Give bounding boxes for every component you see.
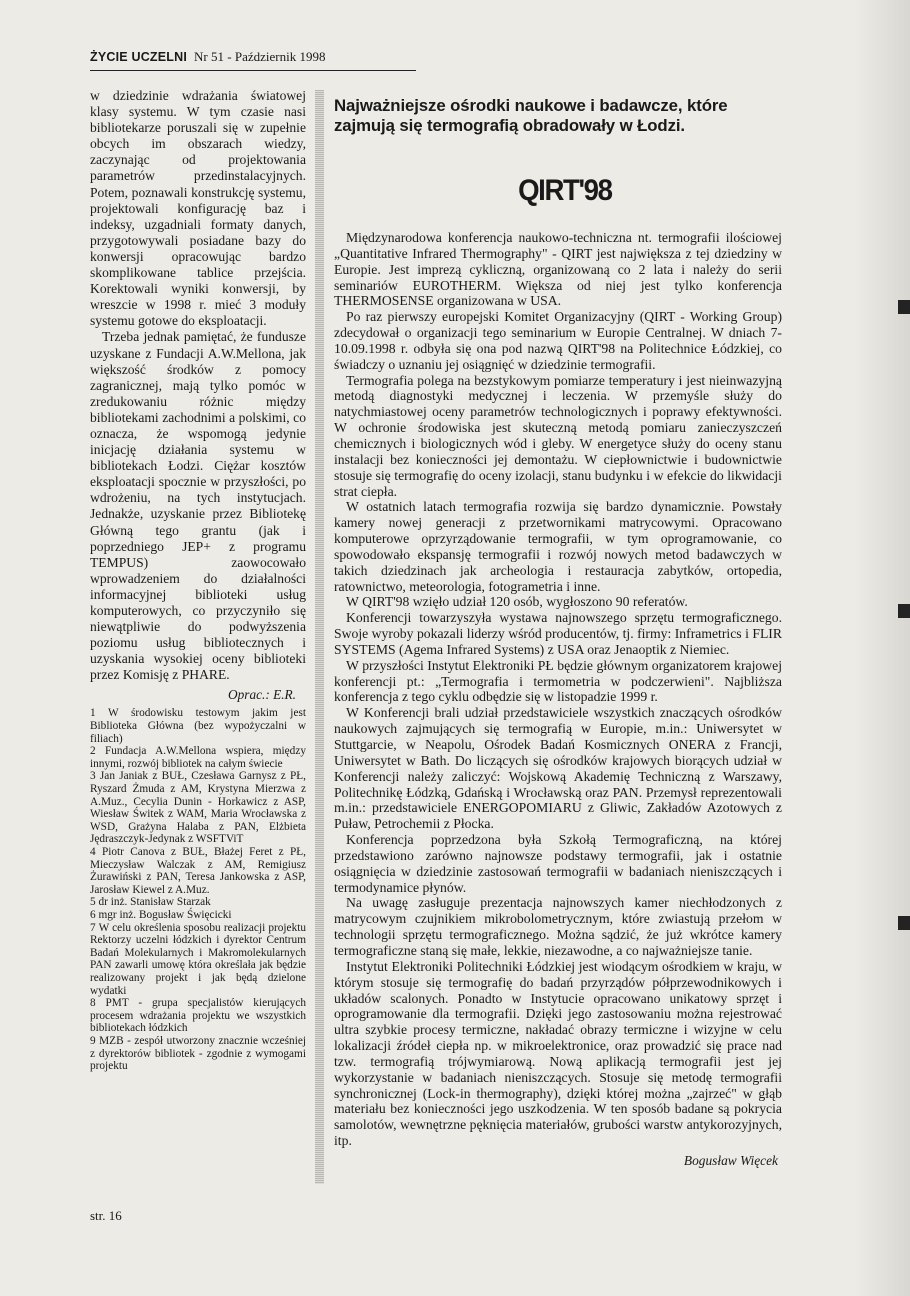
article-paragraph-6: Konferencji towarzyszyła wystawa najnowszego sprzętu termograficznego. Swoje wyroby pokazali liderzy wśród producentów, tj. firmy: Inframetrics i FLIR SYSTEMS (Agema Infrared Systems) z USA oraz Jenaoptik z Niemiec. <box>334 610 782 657</box>
left-paragraph-2: Trzeba jednak pamiętać, że fundusze uzyskane z Fundacji A.W.Mellona, jak większość środków z pomocy zagranicznej, mają tylko pomóc w zredukowaniu różnic między bibliotekami zachodnimi a polskimi, co oznacza, że wspomogą jedynie inicjację działania systemu w bibliotekach Łodzi. Ciężar kosztów eksploatacji spocznie w przyszłości, po wdrożeniu, na tych instytucjach. Jednakże, uzyskanie przez Bibliotekę Główną tego grantu (jak i poprzedniego JEP+ z programu TEMPUS) zaowocowało wprowadzeniem do działalności informacyjnej biblioteki usług komputerowych, co przyczyniło się niewątpliwie do podwyższenia poziomu usług bibliotecznych i uzyskania wysokiej oceny biblioteki przez Komisję z PHARE. <box>90 329 306 683</box>
column-divider <box>315 90 324 1184</box>
article-paragraph-5: W QIRT'98 wzięło udział 120 osób, wygłoszono 90 referatów. <box>346 594 688 610</box>
footnote-4: 4 Piotr Canova z BUŁ, Błażej Feret z PŁ, Mieczysław Walczak z AM, Remigiusz Żurawiński z PAN, Teresa Jankowska z ASP, Jarosław Kiewel z A.Muz. <box>90 846 306 896</box>
article-paragraph-3: Termografia polega na bezstykowym pomiarze temperatury i jest nieinwazyjną metodą diagnostyki medycznej i leczenia. W przemyśle służy do natychmiastowej oceny parametrów technologicznych i poprawy efektywności. W ochronie środowiska jest skuteczną metodą pomiaru zanieczyszczeń chemicznych i biologicznych wód i gleby. W energetyce służy do oceny stanu instalacji bez konieczności jej demontażu. W ciepłownictwie i budownictwie stosuje się termografię do oceny izolacji, stanu budynku i w efekcie do likwidacji strat ciepła. <box>334 372 782 499</box>
masthead-line <box>90 48 325 66</box>
logo-area <box>334 146 782 207</box>
footnote-7: 7 W celu określenia sposobu realizacji projektu Rektorzy uczelni łódzkich i dyrektor Centrum Badań Molekularnych i Makromolekularnych PAN zawarli umowę która określała jak będzie realizowany projekt i jak będą dzielone wydatki <box>90 921 306 997</box>
edge-mark <box>898 916 910 930</box>
conference-logo: QIRT'98 <box>518 174 612 207</box>
masthead-issue: Nr 51 - Październik 1998 <box>194 49 326 64</box>
article-signature: Bogusław Więcek <box>683 1152 778 1168</box>
article-paragraph-9: Konferencja poprzedzona była Szkołą Termograficzną, na której przedstawiono zarówno najnowsze podstawy termografii, jak i ostatnie osiągnięcia w dziedzinie zastosowań termografii w badaniach nieniszczących i termodynamice płynów. <box>334 832 782 895</box>
right-column <box>334 96 782 1196</box>
footnote-9: 9 MZB - zespół utworzony znacznie wcześniej z dyrektorów bibliotek - zgodnie z wymogami projektu <box>90 1034 306 1073</box>
left-column <box>90 88 306 1198</box>
article-body <box>334 230 782 1149</box>
page-edge-bleed <box>855 0 910 1296</box>
masthead-title: ŻYCIE UCZELNI <box>90 50 188 64</box>
article-paragraph-8: W Konferencji brali udział przedstawiciele wszystkich znaczących ośrodków naukowych zajmujących się termografią w Europie, m.in.: Uniwersytet w Stuttgarcie, w Neapolu, Ośrodek Badań Kosmicznych ONERA z Francji, Uniwersytet w Bath. Do liczących się ośrodków krajowych biorących udział w Konferencji należy zaliczyć: Wojskową Akademię Techniczną z Warszawy, Politechnikę Łódzką, Gdańską i Wrocławską oraz PAN. Przemysł reprezentowali m.in.: przedstawiciele ENERGOPOMIARU z Gliwic, Zakładów Azotowych z Puław, Petrochemii z Płocka. <box>334 705 782 832</box>
footnote-5: 5 dr inż. Stanisław Starzak <box>90 896 211 909</box>
article-paragraph-1: Międzynarodowa konferencja naukowo-techniczna nt. termografii ilościowej „Quantitative Infrared Thermography" - QIRT jest największa z tej dziedziny w Europie. Jest imprezą cykliczną, organizowaną co 2 lata i należy do serii seminariów EUROTHERM. Większa od niej jest tylko konferencja THERMOSENSE organizowana w USA. <box>334 230 782 309</box>
footnotes <box>90 707 306 1072</box>
footnote-3: 3 Jan Janiak z BUŁ, Czesława Garnysz z PŁ, Ryszard Żmuda z AM, Krystyna Mierzwa z A.Muz., Cecylia Dunin - Horkawicz z ASP, Wiesław Świtek z WAM, Maria Wrocławska z WSD, Grażyna Halaba z PAN, Elżbieta Jędraszczyk-Jedynak z WSFTViT <box>90 770 306 846</box>
footnote-8: 8 PMT - grupa specjalistów kierujących procesem wdrażania projektu we wszystkich bibliotekach łódzkich <box>90 997 306 1035</box>
article-paragraph-4: W ostatnich latach termografia rozwija się bardzo dynamicznie. Powstały kamery nowej generacji z przetwornikami matrycowymi. Opracowano komputerowe oprzyrządowanie termografii, w tym oprogramowanie, co spowodowało ekspansję termografii i rozwój nowych metod badawczych w takich dziedzinach jak archeologia i restauracja zabytków, ortopedia, ratownictwo, meteorologia, fotogrametria i inne. <box>334 499 782 594</box>
footnote-1: 1 W środowisku testowym jakim jest Biblioteka Główna (bez wypożyczalni w filiach) <box>90 707 306 745</box>
article-paragraph-2: Po raz pierwszy europejski Komitet Organizacyjny (QIRT - Working Group) zdecydował o organizacji tego seminarium w Europie Centralnej. W dniach 7-10.09.1998 r. odbyła się ona pod nazwą QIRT'98 na Politechnice Łódzkiej, co świadczy o uznaniu jej osiągnięć w dziedzinie termografii. <box>334 309 782 372</box>
article-headline: Najważniejsze ośrodki naukowe i badawcze, które zajmują się termografią obradowały w Łodzi. <box>334 96 728 135</box>
left-signature: Oprac.: E.R. <box>228 687 296 703</box>
article-paragraph-7: W przyszłości Instytut Elektroniki PŁ będzie głównym organizatorem krajowej konferencji pt.: „Termografia i termometria w podczerwieni". Najbliższa konferencja z tego cyklu odbędzie się w listopadzie 1999 r. <box>334 657 782 705</box>
edge-mark <box>898 300 910 314</box>
masthead <box>90 36 416 71</box>
page-number: str. 16 <box>90 1208 122 1223</box>
article-paragraph-11: Instytut Elektroniki Politechniki Łódzkiej jest wiodącym ośrodkiem w kraju, w którym stosuje się termografię do badań przyrządów półprzewodnikowych i układów scalonych. Ponadto w Instytucie opracowano unikatowy sprzęt i oprogramowanie dla termografii. Dzięki jego zastosowaniu można rejestrować ultra szybkie procesy termiczne, nakładać obrazy termiczne i wizyjne w celu lokalizacji źródeł ciepła np. w mikroelektronice, oraz prowadzić się prace nad tzw. termografią trójwymiarową. Nową aplikacją termografii jest jej wykorzystanie w badaniach nieniszczących. Stosuje się metodę termografii synchronicznej (Lock-in thermography), dzięki której można „zajrzeć" w głąb materiału bez konieczności jego uszkodzenia. W ten sposób badane są pokrycia samolotów, wewnętrzne pęknięcia materiałów, grubości warstw antykorozyjnych, itp. <box>334 958 782 1149</box>
article-paragraph-10: Na uwagę zasługuje prezentacja najnowszych kamer niechłodzonych z matrycowym czujnikiem mikrobolometrycznym, które zwiastują przełom w technologii sprzętu termograficznego. Można sądzić, że już wkrótce kamery termograficzne staną się małe, lekkie, niezawodne, a co najważniejsze tanie. <box>334 895 782 958</box>
edge-mark <box>898 604 910 618</box>
left-paragraph-1: w dziedzinie wdrażania światowej klasy systemu. W tym czasie nasi bibliotekarze poruszali się w zupełnie obcych im obszarach wiedzy, zaczynając od projektowania parametrów przedinstalacyjnych. Potem, poznawali konstrukcję systemu, projektowali konfigurację baz i indeksy, uzgadniali formaty danych, przygotowywali posiadane bazy do konwersji opracowując bardzo skomplikowane tablice przejścia. Korektowali wyniki konwersji, by wreszcie w 1998 r. mieć 3 moduły systemu gotowe do eksploatacji. <box>90 88 306 329</box>
footnote-2: 2 Fundacja A.W.Mellona wspiera, między innymi, rozwój bibliotek na całym świecie <box>90 745 306 770</box>
footnote-6: 6 mgr inż. Bogusław Święcicki <box>90 908 232 921</box>
